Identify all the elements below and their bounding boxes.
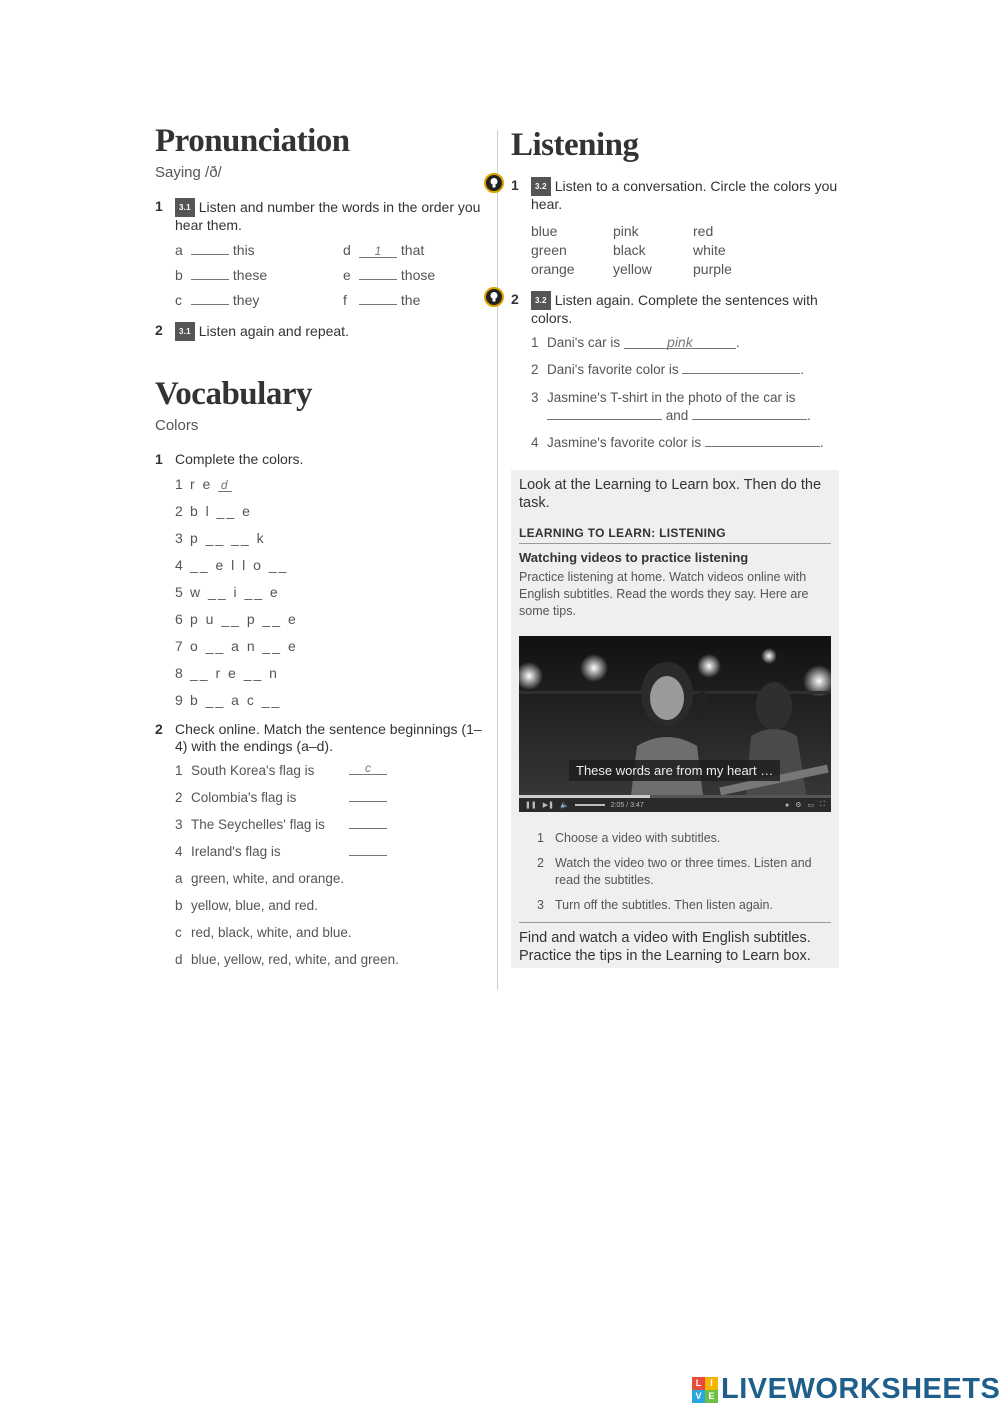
vocabulary-subtitle: Colors bbox=[155, 417, 199, 434]
color-option[interactable]: orange bbox=[531, 261, 575, 277]
answer-blank[interactable] bbox=[349, 817, 387, 829]
volume-slider[interactable] bbox=[575, 804, 605, 806]
exercise-number: 2 bbox=[511, 291, 519, 307]
lightbulb-icon bbox=[484, 287, 504, 307]
audio-track-icon[interactable]: 3.2 bbox=[531, 177, 551, 196]
listening-exercise-1 bbox=[511, 177, 841, 213]
spelling-item[interactable]: 6 p u __ p __ e bbox=[175, 611, 298, 627]
beginning-item: 4 Ireland's flag is bbox=[175, 844, 490, 871]
pronunciation-item: b these bbox=[175, 267, 268, 283]
pronunciation-exercise-2 bbox=[155, 322, 490, 341]
tip-item: 3 Turn off the subtitles. Then listen again. bbox=[537, 898, 773, 912]
pronunciation-word-list bbox=[175, 242, 490, 308]
exercise-instruction: 3.2 Listen again. Complete the sentences with colors. bbox=[531, 292, 818, 326]
color-option[interactable]: purple bbox=[693, 261, 732, 277]
audio-track-icon[interactable]: 3.2 bbox=[531, 291, 551, 310]
liveworksheets-logo bbox=[692, 1373, 1000, 1406]
sentence-item: 4 Jasmine's favorite color is . bbox=[531, 435, 824, 450]
pronunciation-exercise-1 bbox=[155, 198, 490, 234]
beginning-item: 1 South Korea's flag is c bbox=[175, 763, 490, 790]
vocabulary-exercise-1 bbox=[155, 451, 490, 468]
answer-blank[interactable] bbox=[692, 408, 807, 420]
color-option[interactable]: white bbox=[693, 242, 726, 258]
spelling-item[interactable]: 5 w __ i __ e bbox=[175, 584, 280, 600]
ltl-intro: Look at the Learning to Learn box. Then do the task. bbox=[519, 477, 822, 511]
sentence-item: 2 Dani's favorite color is . bbox=[531, 362, 805, 377]
answer-blank[interactable] bbox=[191, 293, 229, 305]
vocabulary-title: Vocabulary bbox=[155, 376, 312, 412]
video-time: 2:05 / 3:47 bbox=[610, 801, 644, 809]
answer-blank[interactable] bbox=[359, 293, 397, 305]
video-subtitle: These words are from my heart … bbox=[569, 760, 780, 781]
pronunciation-subtitle: Saying /ð/ bbox=[155, 164, 222, 181]
ltl-subheading: Watching videos to practice listening bbox=[519, 550, 749, 565]
answer-blank[interactable] bbox=[705, 435, 820, 447]
color-option[interactable]: yellow bbox=[613, 261, 652, 277]
spelling-item[interactable]: 9 b __ a c __ bbox=[175, 692, 282, 708]
pronunciation-title: Pronunciation bbox=[155, 123, 350, 159]
sentence-beginnings bbox=[175, 763, 490, 871]
captions-icon[interactable]: ● bbox=[784, 801, 790, 809]
right-column bbox=[511, 126, 841, 462]
exercise-number: 2 bbox=[155, 721, 163, 737]
color-spelling-list bbox=[175, 476, 490, 719]
answer-blank[interactable]: d bbox=[218, 480, 232, 492]
answer-blank[interactable] bbox=[547, 408, 662, 420]
left-column bbox=[155, 122, 490, 979]
volume-icon[interactable]: 🔈 bbox=[559, 802, 569, 809]
color-option[interactable]: red bbox=[693, 223, 714, 239]
exercise-instruction: Complete the colors. bbox=[175, 451, 304, 467]
pronunciation-item: f the bbox=[343, 292, 421, 308]
theater-icon[interactable]: ▭ bbox=[807, 802, 815, 809]
spelling-item[interactable]: 4 __ e l l o __ bbox=[175, 557, 289, 573]
audio-track-icon[interactable]: 3.1 bbox=[175, 322, 195, 341]
exercise-instruction: Check online. Match the sentence beginnings (1–4) with the endings (a–d). bbox=[175, 721, 482, 754]
color-option[interactable]: pink bbox=[613, 223, 639, 239]
spelling-item[interactable]: 1 r e d bbox=[175, 476, 490, 503]
tips-list bbox=[537, 830, 831, 914]
color-option[interactable]: green bbox=[531, 242, 567, 258]
sentence-item: 3 Jasmine's T-shirt in the photo of the car is and . bbox=[531, 390, 811, 423]
exercise-number: 1 bbox=[155, 451, 163, 467]
complete-sentences bbox=[531, 335, 841, 462]
spelling-item[interactable]: 7 o __ a n __ e bbox=[175, 638, 298, 654]
learning-to-learn-box bbox=[511, 470, 839, 968]
ltl-description: Practice listening at home. Watch videos online with English subtitles. Read the words they say. Here are some tips. bbox=[519, 570, 809, 618]
pause-icon[interactable]: ❚❚ bbox=[525, 802, 537, 809]
exercise-instruction: 3.1 Listen again and repeat. bbox=[175, 322, 349, 341]
ending-item: c red, black, white, and blue. bbox=[175, 925, 352, 940]
exercise-number: 1 bbox=[155, 198, 163, 214]
answer-blank[interactable]: c bbox=[349, 763, 387, 775]
exercise-number: 2 bbox=[155, 322, 163, 338]
next-icon[interactable]: ▶❚ bbox=[542, 802, 554, 809]
tip-item: 1 Choose a video with subtitles. bbox=[537, 831, 721, 845]
color-options bbox=[531, 223, 841, 277]
tip-item: 2 Watch the video two or three times. Listen and read the subtitles. bbox=[537, 856, 812, 887]
ending-item: d blue, yellow, red, white, and green. bbox=[175, 952, 399, 967]
color-option[interactable]: blue bbox=[531, 223, 558, 239]
color-option[interactable]: black bbox=[613, 242, 646, 258]
gear-icon[interactable]: ⚙ bbox=[795, 802, 802, 809]
listening-exercise-2 bbox=[511, 291, 841, 327]
answer-blank[interactable] bbox=[682, 362, 800, 374]
video-player[interactable] bbox=[519, 636, 831, 812]
answer-blank[interactable]: pink bbox=[624, 337, 736, 349]
ending-item: a green, white, and orange. bbox=[175, 871, 345, 886]
ltl-heading: LEARNING TO LEARN: LISTENING bbox=[519, 526, 831, 544]
brand-name: LIVEWORKSHEETS bbox=[721, 1373, 1000, 1405]
column-divider bbox=[497, 130, 498, 990]
answer-blank[interactable] bbox=[349, 844, 387, 856]
beginning-item: 2 Colombia's flag is bbox=[175, 790, 490, 817]
sentence-item: 1 Dani's car is pink . bbox=[531, 334, 740, 350]
fullscreen-icon[interactable]: ⛶ bbox=[820, 801, 825, 808]
exercise-instruction: 3.1 Listen and number the words in the order you hear them. bbox=[175, 199, 481, 233]
ending-item: b yellow, blue, and red. bbox=[175, 898, 318, 913]
pronunciation-item: c they bbox=[175, 292, 260, 308]
spelling-item[interactable]: 8 __ r e __ n bbox=[175, 665, 279, 681]
pronunciation-item: e those bbox=[343, 267, 436, 283]
exercise-number: 1 bbox=[511, 177, 519, 193]
ltl-footer: Find and watch a video with English subtitles. Practice the tips in the Learning to Learn box. bbox=[519, 922, 831, 965]
answer-blank[interactable] bbox=[359, 268, 397, 280]
audio-track-icon[interactable]: 3.1 bbox=[175, 198, 195, 217]
pronunciation-item: a this bbox=[175, 242, 255, 258]
listening-title: Listening bbox=[511, 127, 639, 163]
video-controls bbox=[519, 798, 831, 812]
lightbulb-icon bbox=[484, 173, 504, 193]
answer-blank[interactable] bbox=[191, 268, 229, 280]
answer-blank[interactable] bbox=[191, 243, 229, 255]
sentence-endings bbox=[175, 871, 490, 979]
answer-blank[interactable]: 1 bbox=[359, 246, 397, 258]
brand-icon: L I V E bbox=[692, 1377, 718, 1403]
vocabulary-exercise-2 bbox=[155, 721, 490, 755]
video-frame-image bbox=[519, 636, 831, 812]
spelling-item[interactable]: 2 b l __ e bbox=[175, 503, 252, 519]
answer-blank[interactable] bbox=[349, 790, 387, 802]
beginning-item: 3 The Seychelles' flag is bbox=[175, 817, 490, 844]
pronunciation-item: d 1 that bbox=[343, 242, 425, 258]
spelling-item[interactable]: 3 p __ __ k bbox=[175, 530, 266, 546]
exercise-instruction: 3.2 Listen to a conversation. Circle the colors you hear. bbox=[531, 178, 838, 212]
